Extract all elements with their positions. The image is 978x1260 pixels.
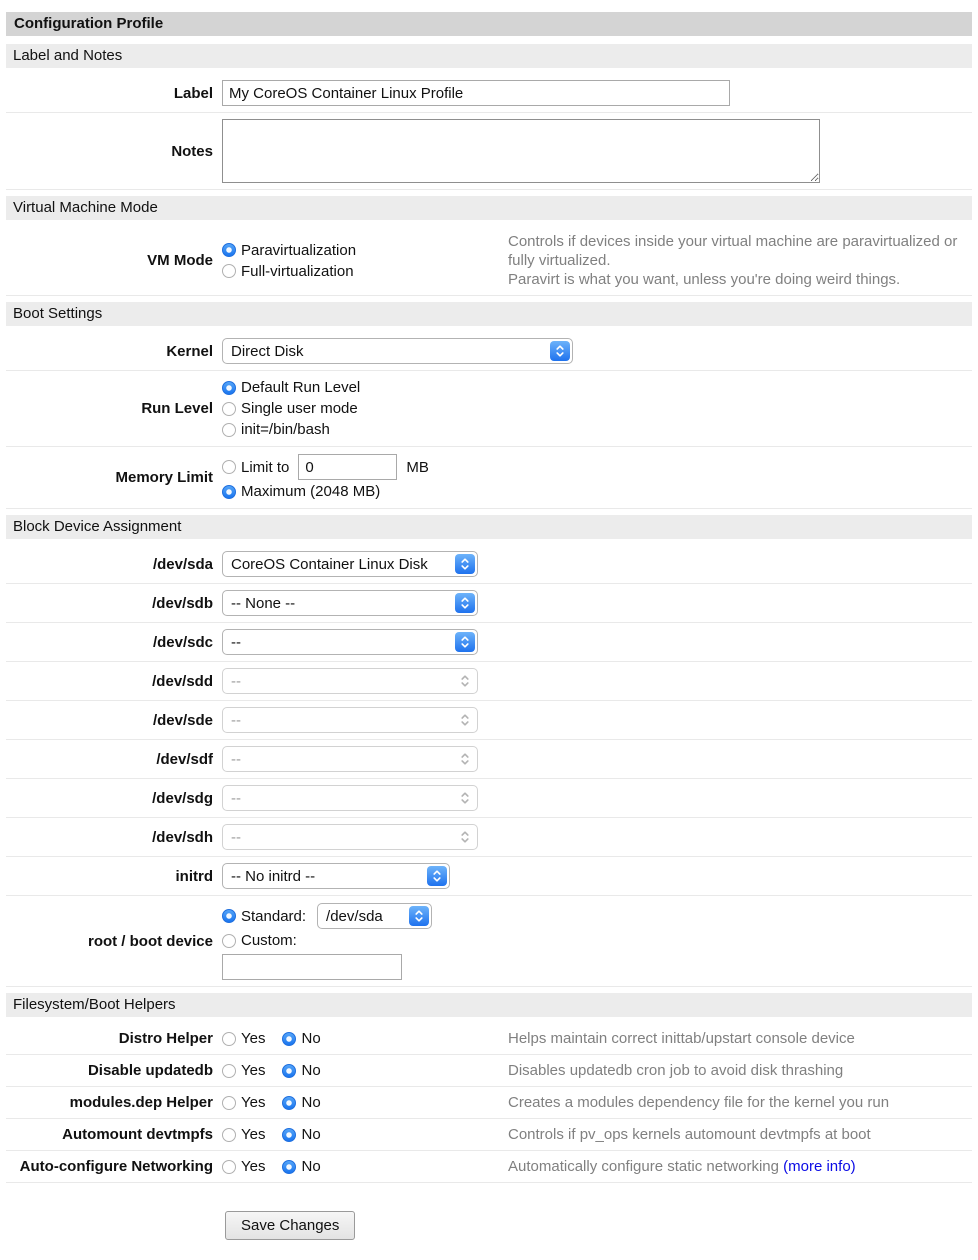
device-sdg-label: /dev/sdg [152, 789, 213, 807]
radio-label: Paravirtualization [241, 241, 357, 259]
notes-row [6, 113, 972, 190]
run-level-option-default[interactable] [222, 377, 972, 398]
automount-devtmpfs-label: Automount devtmpfs [62, 1126, 213, 1143]
select-stepper-icon [455, 710, 475, 730]
run-level-row [6, 371, 972, 447]
select-stepper-icon [455, 788, 475, 808]
no-label: No [301, 1030, 321, 1047]
no-label: No [301, 1062, 321, 1079]
kernel-select[interactable] [222, 338, 573, 364]
radio-selected-icon [222, 485, 236, 499]
block-device-row-sdh [6, 818, 972, 857]
auto-configure-networking-label: Auto-configure Networking [19, 1158, 213, 1175]
no-radio-icon[interactable] [282, 1096, 296, 1110]
auto-configure-networking-help: Automatically configure static networking (more info) [508, 1158, 856, 1175]
standard-label: Standard: [241, 907, 307, 925]
initrd-select[interactable]: -- No initrd -- [222, 863, 450, 889]
run-level-option-single-user[interactable] [222, 398, 972, 419]
no-radio-icon[interactable] [282, 1064, 296, 1078]
device-sdf-select-disabled: -- [222, 746, 478, 772]
vm-mode-label: VM Mode [147, 252, 213, 269]
radio-label: init=/bin/bash [241, 421, 330, 438]
no-radio-icon[interactable] [282, 1032, 296, 1046]
yes-radio-icon[interactable] [222, 1096, 236, 1110]
device-sde-label: /dev/sde [152, 711, 213, 729]
no-label: No [301, 1094, 321, 1111]
device-sda-select[interactable]: CoreOS Container Linux Disk [222, 551, 478, 577]
radio-unselected-icon [222, 402, 236, 416]
kernel-row [6, 332, 972, 371]
yes-radio-icon[interactable] [222, 1064, 236, 1078]
block-device-row-sde [6, 701, 972, 740]
select-stepper-icon [455, 749, 475, 769]
select-stepper-icon [455, 827, 475, 847]
device-sdg-select-disabled: -- [222, 785, 478, 811]
yes-radio-icon[interactable] [222, 1128, 236, 1142]
block-device-row-sda [6, 545, 972, 584]
distro-helper-row [6, 1023, 972, 1055]
yes-radio-icon[interactable] [222, 1160, 236, 1174]
run-level-option-init-bash[interactable] [222, 419, 972, 440]
label-row [6, 74, 972, 113]
standard-root-device-select[interactable]: /dev/sda [317, 903, 432, 929]
memory-limit-input[interactable] [298, 454, 397, 480]
radio-selected-icon [222, 243, 236, 257]
device-sdf-label: /dev/sdf [156, 750, 213, 768]
disable-updatedb-row [6, 1055, 972, 1087]
distro-helper-help: Helps maintain correct inittab/upstart console device [508, 1030, 855, 1047]
yes-label: Yes [241, 1158, 266, 1175]
modules-dep-helper-row [6, 1087, 972, 1119]
memory-limit-label: Memory Limit [115, 469, 213, 486]
device-sde-select-disabled: -- [222, 707, 478, 733]
kernel-label: Kernel [166, 342, 213, 360]
radio-label: Default Run Level [241, 379, 361, 396]
select-stepper-icon [427, 866, 447, 886]
notes-field-label: Notes [171, 142, 213, 160]
device-sda-label: /dev/sda [152, 555, 213, 573]
vm-mode-option-paravirtualization[interactable] [222, 240, 508, 261]
initrd-label: initrd [175, 867, 213, 885]
run-level-label: Run Level [141, 400, 213, 417]
notes-textarea[interactable] [222, 119, 820, 183]
select-stepper-icon [455, 671, 475, 691]
root-device-option-standard[interactable] [222, 902, 972, 930]
section-header-helpers: Filesystem/Boot Helpers [6, 993, 972, 1017]
select-stepper-icon [550, 341, 570, 361]
auto-configure-networking-row [6, 1151, 972, 1183]
save-row [6, 1211, 972, 1240]
select-stepper-icon [455, 554, 475, 574]
yes-label: Yes [241, 1094, 266, 1111]
distro-helper-label: Distro Helper [118, 1030, 213, 1047]
kernel-select-value: Direct Disk [231, 342, 304, 360]
vm-mode-help-text: Controls if devices inside your virtual machine are paravirtualized or fully virtualized. Paravirt is what you want, unless you're doing weird things. [508, 233, 958, 288]
initrd-row [6, 857, 972, 896]
configuration-profile-page [6, 12, 972, 1240]
custom-label: Custom: [241, 932, 297, 949]
section-header-label-and-notes: Label and Notes [6, 44, 972, 68]
custom-root-device-input[interactable] [222, 954, 402, 980]
radio-selected-icon [222, 381, 236, 395]
device-sdc-select[interactable]: -- [222, 629, 478, 655]
label-field-label: Label [173, 84, 213, 102]
device-sdd-label: /dev/sdd [152, 672, 213, 690]
limit-to-label: Limit to [241, 458, 290, 476]
radio-label: Maximum (2048 MB) [241, 483, 381, 500]
select-stepper-icon [455, 593, 475, 613]
root-boot-device-label: root / boot device [87, 932, 213, 950]
no-label: No [301, 1158, 321, 1175]
root-boot-device-row [6, 896, 972, 987]
radio-unselected-icon [222, 423, 236, 437]
memory-limit-option-limit-to[interactable] [222, 453, 972, 481]
radio-unselected-icon [222, 934, 236, 948]
block-device-row-sdg [6, 779, 972, 818]
device-sdh-select-disabled: -- [222, 824, 478, 850]
radio-unselected-icon [222, 460, 236, 474]
section-header-block-devices: Block Device Assignment [6, 515, 972, 539]
mb-unit-label: MB [406, 458, 429, 476]
device-sdb-select[interactable]: -- None -- [222, 590, 478, 616]
label-input[interactable] [222, 80, 730, 106]
block-device-row-sdf [6, 740, 972, 779]
modules-dep-helper-help: Creates a modules dependency file for the kernel you run [508, 1094, 890, 1111]
radio-selected-icon [222, 909, 236, 923]
no-label: No [301, 1126, 321, 1143]
root-device-option-custom[interactable] [222, 930, 972, 951]
radio-label: Single user mode [241, 400, 358, 417]
disable-updatedb-help: Disables updatedb cron job to avoid disk thrashing [508, 1062, 844, 1079]
section-header-vm-mode: Virtual Machine Mode [6, 196, 972, 220]
radio-label: Full-virtualization [241, 262, 354, 280]
more-info-link[interactable]: (more info) [783, 1158, 856, 1175]
yes-label: Yes [241, 1030, 266, 1047]
section-header-boot-settings: Boot Settings [6, 302, 972, 326]
yes-label: Yes [241, 1062, 266, 1079]
block-device-row-sdd [6, 662, 972, 701]
block-device-row-sdc [6, 623, 972, 662]
device-sdd-select-disabled: -- [222, 668, 478, 694]
select-stepper-icon [409, 906, 429, 926]
select-stepper-icon [455, 632, 475, 652]
save-changes-button[interactable]: Save Changes [225, 1211, 355, 1240]
block-device-row-sdb [6, 584, 972, 623]
modules-dep-helper-label: modules.dep Helper [69, 1094, 213, 1111]
page-title: Configuration Profile [6, 12, 972, 36]
vm-mode-row [6, 226, 972, 296]
disable-updatedb-label: Disable updatedb [87, 1062, 213, 1079]
device-sdh-label: /dev/sdh [152, 828, 213, 846]
no-radio-icon[interactable] [282, 1160, 296, 1174]
device-sdc-label: /dev/sdc [152, 633, 213, 651]
device-sdb-label: /dev/sdb [152, 594, 213, 612]
automount-devtmpfs-help: Controls if pv_ops kernels automount devtmpfs at boot [508, 1126, 871, 1143]
memory-limit-row [6, 447, 972, 509]
yes-label: Yes [241, 1126, 266, 1143]
memory-limit-option-maximum[interactable] [222, 481, 972, 502]
no-radio-icon[interactable] [282, 1128, 296, 1142]
yes-radio-icon[interactable] [222, 1032, 236, 1046]
automount-devtmpfs-row [6, 1119, 972, 1151]
vm-mode-option-full-virtualization[interactable] [222, 261, 508, 282]
radio-unselected-icon [222, 264, 236, 278]
